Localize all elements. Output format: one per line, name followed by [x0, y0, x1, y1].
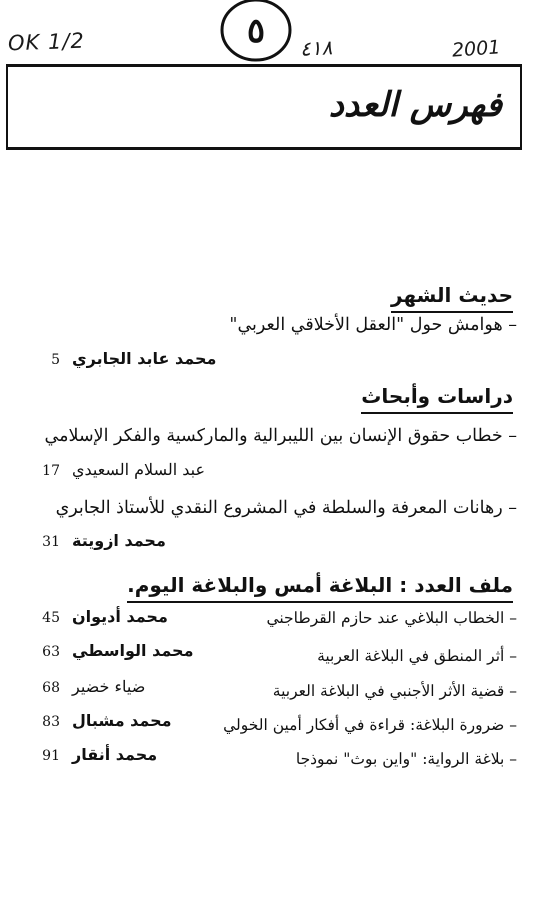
article-title: – هوامش حول "العقل الأخلاقي العربي"	[229, 315, 517, 335]
handwritten-year: 2001	[451, 36, 502, 62]
author-name: محمد أنقار	[72, 745, 158, 764]
article-byline	[38, 607, 168, 626]
page-number: 45	[42, 610, 60, 626]
article-byline	[38, 460, 205, 479]
section-heading-studies	[361, 384, 513, 414]
section-heading-text: ملف العدد : البلاغة أمس والبلاغة اليوم.	[127, 573, 513, 597]
section-heading-month-talk	[391, 283, 513, 313]
author-name: محمد ازويتة	[72, 531, 166, 550]
article-byline	[38, 349, 216, 368]
author-name: محمد عابد الجابري	[72, 349, 217, 368]
page-number: 31	[42, 534, 60, 550]
article-byline	[38, 531, 166, 550]
article-title: – الخطاب البلاغي عند حازم القرطاجني	[266, 609, 517, 627]
article-title: – رهانات المعرفة والسلطة في المشروع النقدي للأستاذ الجابري	[55, 498, 517, 518]
section-heading-text: حديث الشهر	[391, 283, 513, 307]
article-byline	[38, 711, 172, 730]
heading-underline	[127, 601, 513, 603]
section-heading-text: دراسات وأبحاث	[361, 384, 513, 408]
article-byline	[38, 677, 145, 696]
author-name: ضياء خضير	[72, 677, 146, 696]
handwritten-note-middle: ٤١٨	[299, 35, 333, 61]
heading-underline	[361, 412, 513, 414]
page-number: 83	[42, 714, 60, 730]
article-title: – قضية الأثر الأجنبي في البلاغة العربية	[272, 682, 517, 700]
author-name: محمد أديوان	[72, 607, 168, 626]
page-number: 17	[42, 463, 60, 479]
article-byline	[38, 745, 157, 764]
article-byline	[38, 641, 194, 660]
stamp-letter: ٥	[246, 11, 266, 51]
author-name: عبد السلام السعيدي	[72, 460, 206, 479]
article-title: – أثر المنطق في البلاغة العربية	[317, 647, 517, 665]
author-name: محمد مشبال	[72, 711, 172, 730]
section-heading-issue-file	[127, 573, 513, 603]
page-number: 63	[42, 644, 60, 660]
page-number: 5	[51, 352, 60, 368]
handwritten-note-left: OK 1/2	[7, 28, 86, 56]
page-number: 91	[42, 748, 60, 764]
title-banner	[6, 64, 522, 150]
page-number: 68	[42, 680, 60, 696]
handwritten-stamp	[216, 0, 296, 66]
article-title: – ضرورة البلاغة: قراءة في أفكار أمين الخولي	[223, 716, 517, 734]
article-title: – بلاغة الرواية: "واين بوث" نموذجا	[295, 750, 517, 768]
heading-underline	[391, 311, 513, 313]
article-title: – خطاب حقوق الإنسان بين الليبرالية والماركسية والفكر الإسلامي	[44, 426, 517, 446]
author-name: محمد الواسطي	[72, 641, 194, 660]
page-title: فهرس العدد	[328, 85, 502, 125]
